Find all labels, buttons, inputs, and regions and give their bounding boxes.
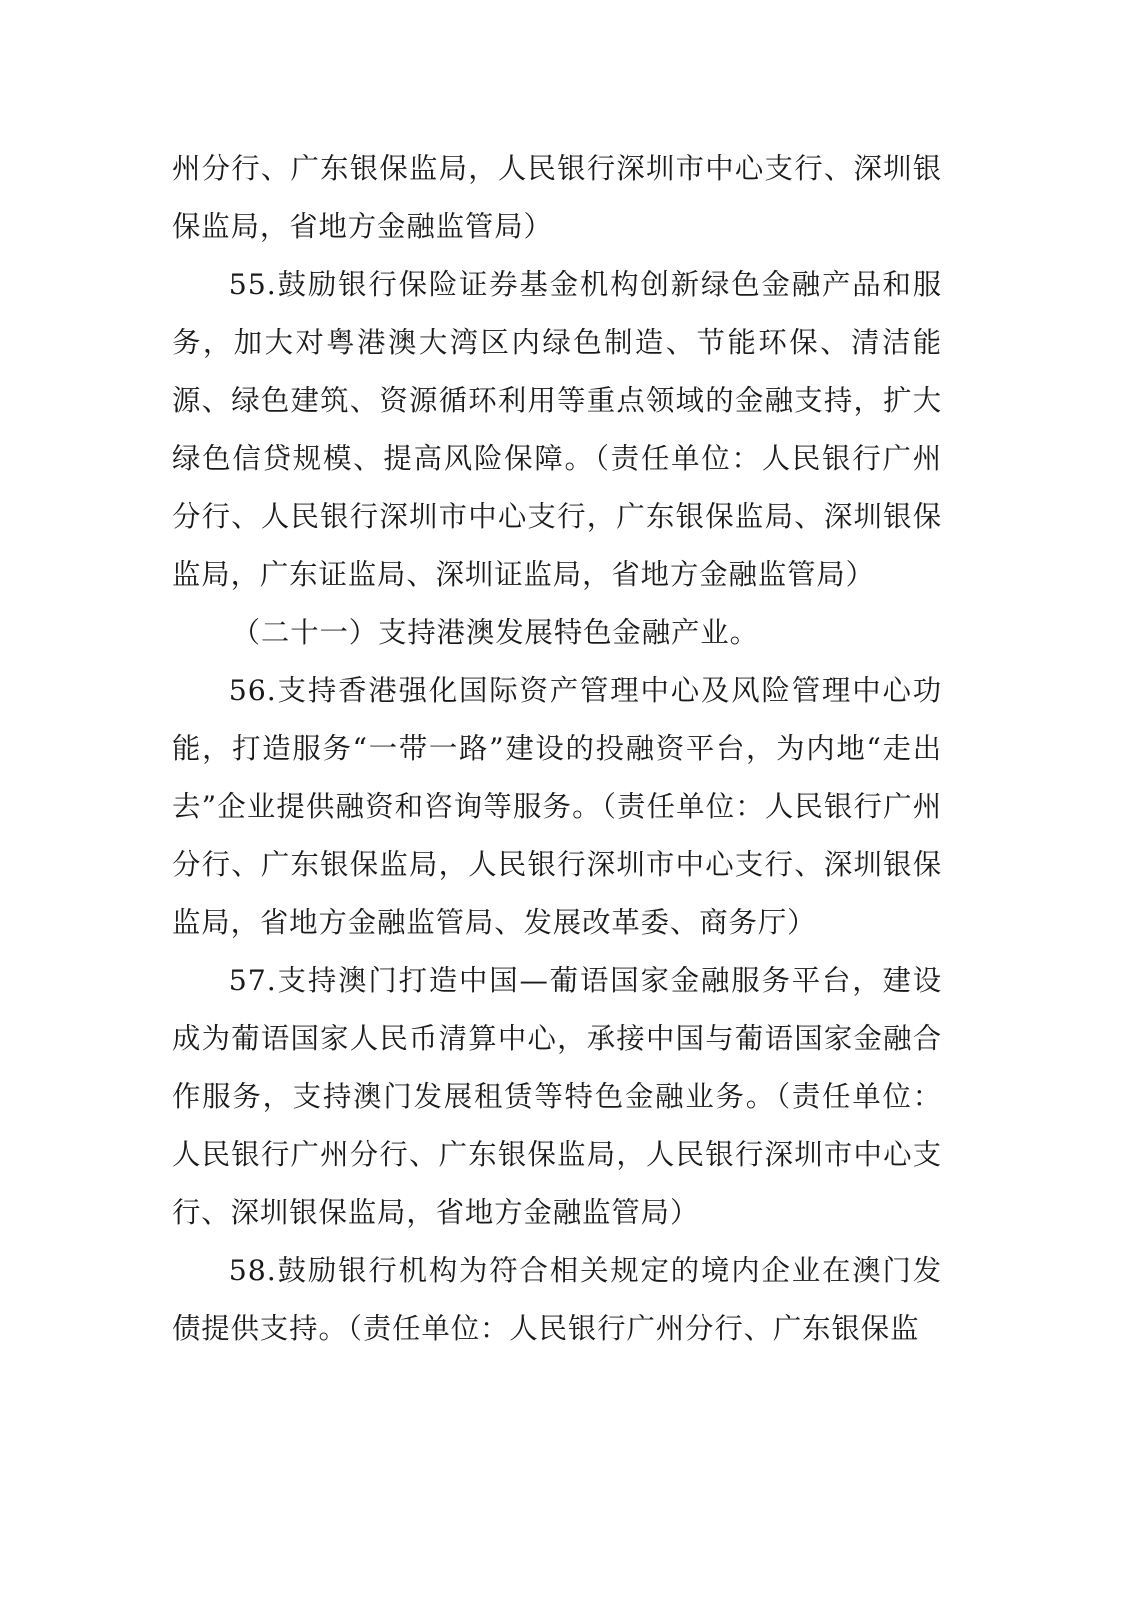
paragraph-item-57: 57.支持澳门打造中国—葡语国家金融服务平台，建设成为葡语国家人民币清算中心，承接中国与葡语国家金融合作服务，支持澳门发展租赁等特色金融业务。（责任单位：人民银行广州分行、广东银保监局，人民银行深圳市中心支行、深圳银保监局，省地方金融监管局） — [172, 964, 942, 1229]
paragraph-continuation: 州分行、广东银保监局，人民银行深圳市中心支行、深圳银保监局，省地方金融监管局） — [172, 152, 942, 243]
paragraph-item-56: 56.支持香港强化国际资产管理中心及风险管理中心功能，打造服务“一带一路”建设的投融资平台，为内地“走出去”企业提供融资和咨询等服务。（责任单位：人民银行广州分行、广东银保监局，人民银行深圳市中心支行、深圳银保监局，省地方金融监管局、发展改革委、商务厅） — [172, 674, 942, 939]
section-heading-21: （二十一）支持港澳发展特色金融产业。 — [231, 616, 759, 649]
document-body — [172, 140, 942, 1358]
paragraph-item-55: 55.鼓励银行保险证券基金机构创新绿色金融产品和服务，加大对粤港澳大湾区内绿色制造、节能环保、清洁能源、绿色建筑、资源循环利用等重点领域的金融支持，扩大绿色信贷规模、提高风险保障。（责任单位：人民银行广州分行、人民银行深圳市中心支行，广东银保监局、深圳银保监局，广东证监局、深圳证监局，省地方金融监管局） — [172, 268, 942, 591]
paragraph-item-58: 58.鼓励银行机构为符合相关规定的境内企业在澳门发债提供支持。（责任单位：人民银行广州分行、广东银保监 — [172, 1254, 942, 1345]
